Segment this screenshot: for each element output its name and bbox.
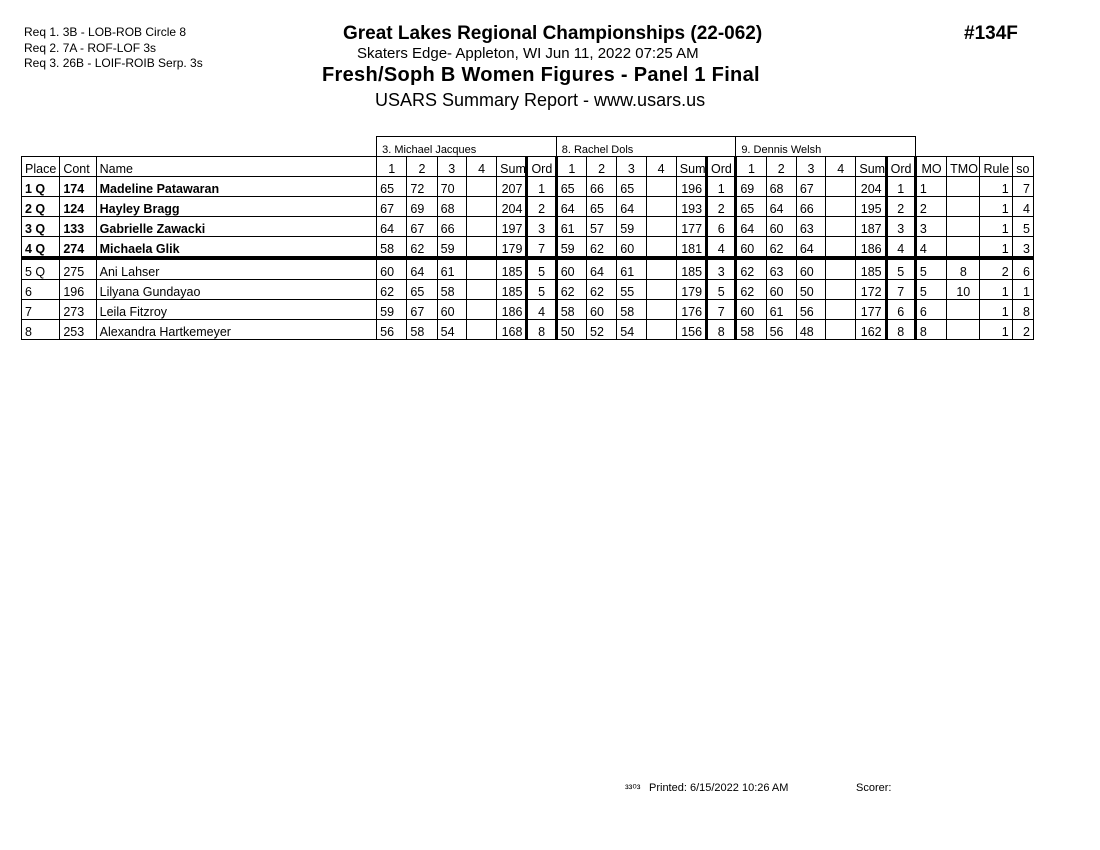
name-cell: Gabrielle Zawacki <box>96 217 376 237</box>
mark-cell: 61 <box>437 258 466 280</box>
mark-cell <box>826 197 856 217</box>
mark-cell <box>466 280 496 300</box>
requirement-2: Req 2. 7A - ROF-LOF 3s <box>24 40 157 55</box>
mark-cell: 66 <box>587 177 617 197</box>
mark-cell <box>646 217 676 237</box>
so-cell: 6 <box>1012 258 1033 280</box>
place-cell: 8 <box>22 320 60 340</box>
judge-header-row <box>22 137 1034 157</box>
mark-cell: 59 <box>437 237 466 259</box>
mark-cell: 63 <box>766 258 796 280</box>
mark-cell <box>826 237 856 259</box>
mark-cell: 58 <box>556 300 586 320</box>
sum-cell: 156 <box>676 320 706 340</box>
mo-cell: 5 <box>915 258 946 280</box>
table-row <box>22 237 1034 259</box>
mo-cell: 6 <box>915 300 946 320</box>
name-cell: Lilyana Gundayao <box>96 280 376 300</box>
mark-cell: 58 <box>437 280 466 300</box>
ord-cell: 3 <box>527 217 556 237</box>
tmo-cell <box>947 300 980 320</box>
mark-cell: 57 <box>587 217 617 237</box>
cont-cell: 273 <box>60 300 96 320</box>
mark-cell: 58 <box>617 300 646 320</box>
mark-cell: 54 <box>437 320 466 340</box>
sum-cell: 185 <box>856 258 886 280</box>
ord-cell: 1 <box>707 177 736 197</box>
col-sum: Sum <box>676 157 706 177</box>
mark-cell: 62 <box>587 280 617 300</box>
mark-cell <box>826 320 856 340</box>
cont-cell: 196 <box>60 280 96 300</box>
mo-cell: 4 <box>915 237 946 259</box>
mark-cell: 64 <box>766 197 796 217</box>
mark-cell: 60 <box>587 300 617 320</box>
mo-cell: 5 <box>915 280 946 300</box>
mark-cell: 65 <box>736 197 766 217</box>
mark-cell <box>826 258 856 280</box>
mark-cell: 60 <box>766 217 796 237</box>
mo-cell: 3 <box>915 217 946 237</box>
col-mo: MO <box>915 157 946 177</box>
mark-cell: 64 <box>796 237 825 259</box>
mark-cell: 60 <box>617 237 646 259</box>
mark-cell <box>826 280 856 300</box>
judge-2-name: 8. Rachel Dols <box>556 137 736 157</box>
sum-cell: 168 <box>497 320 527 340</box>
scorer-label: Scorer: <box>856 782 892 794</box>
mo-cell: 1 <box>915 177 946 197</box>
mark-cell: 64 <box>407 258 437 280</box>
table-row <box>22 177 1034 197</box>
mark-cell: 54 <box>617 320 646 340</box>
name-cell: Alexandra Hartkemeyer <box>96 320 376 340</box>
mark-cell: 67 <box>796 177 825 197</box>
ord-cell: 3 <box>707 258 736 280</box>
cont-cell: 174 <box>60 177 96 197</box>
place-cell: 1 Q <box>22 177 60 197</box>
rule-cell: 2 <box>980 258 1012 280</box>
ord-cell: 7 <box>527 237 556 259</box>
mark-cell: 58 <box>736 320 766 340</box>
ord-cell: 4 <box>886 237 915 259</box>
name-cell: Hayley Bragg <box>96 197 376 217</box>
mark-cell: 64 <box>736 217 766 237</box>
mark-cell: 69 <box>736 177 766 197</box>
col-place: Place <box>22 157 60 177</box>
rule-cell: 1 <box>980 177 1012 197</box>
requirements-list <box>24 25 203 72</box>
col-mark-2: 2 <box>766 157 796 177</box>
cont-cell: 274 <box>60 237 96 259</box>
ord-cell: 5 <box>527 258 556 280</box>
requirement-1: Req 1. 3B - LOB-ROB Circle 8 <box>24 25 187 39</box>
mark-cell: 66 <box>796 197 825 217</box>
mark-cell: 64 <box>377 217 407 237</box>
mark-cell: 65 <box>587 197 617 217</box>
so-cell: 8 <box>1012 300 1033 320</box>
sum-cell: 172 <box>856 280 886 300</box>
table-row <box>22 300 1034 320</box>
col-mark-3: 3 <box>617 157 646 177</box>
mark-cell: 60 <box>736 237 766 259</box>
mark-cell: 69 <box>407 197 437 217</box>
mark-cell: 60 <box>796 258 825 280</box>
mark-cell <box>466 197 496 217</box>
mark-cell: 55 <box>617 280 646 300</box>
mark-cell: 67 <box>407 217 437 237</box>
sum-cell: 193 <box>676 197 706 217</box>
mark-cell: 62 <box>736 280 766 300</box>
sum-cell: 179 <box>676 280 706 300</box>
col-mark-2: 2 <box>587 157 617 177</box>
ord-cell: 8 <box>886 320 915 340</box>
sum-cell: 197 <box>497 217 527 237</box>
tmo-cell <box>947 320 980 340</box>
rule-cell: 1 <box>980 217 1012 237</box>
cont-cell: 253 <box>60 320 96 340</box>
sum-cell: 186 <box>497 300 527 320</box>
so-cell: 2 <box>1012 320 1033 340</box>
mark-cell: 61 <box>766 300 796 320</box>
competition-title: Great Lakes Regional Championships (22-062) <box>343 23 763 44</box>
sum-cell: 179 <box>497 237 527 259</box>
mark-cell: 65 <box>377 177 407 197</box>
col-mark-1: 1 <box>736 157 766 177</box>
mark-cell: 65 <box>617 177 646 197</box>
place-cell: 7 <box>22 300 60 320</box>
place-cell: 3 Q <box>22 217 60 237</box>
tmo-cell <box>947 217 980 237</box>
ord-cell: 5 <box>527 280 556 300</box>
sum-cell: 176 <box>676 300 706 320</box>
mark-cell: 50 <box>796 280 825 300</box>
name-cell: Leila Fitzroy <box>96 300 376 320</box>
mark-cell: 58 <box>407 320 437 340</box>
mark-cell <box>466 320 496 340</box>
mark-cell: 58 <box>377 237 407 259</box>
mark-cell: 68 <box>766 177 796 197</box>
table-row <box>22 280 1034 300</box>
mark-cell: 62 <box>377 280 407 300</box>
tmo-cell: 10 <box>947 280 980 300</box>
col-rule: Rule <box>980 157 1012 177</box>
ord-cell: 4 <box>527 300 556 320</box>
ord-cell: 6 <box>707 217 736 237</box>
event-number: #134F <box>964 23 1018 44</box>
mark-cell: 56 <box>766 320 796 340</box>
column-header-row <box>22 157 1034 177</box>
col-mark-4: 4 <box>466 157 496 177</box>
mark-cell: 70 <box>437 177 466 197</box>
place-cell: 6 <box>22 280 60 300</box>
event-title: Fresh/Soph B Women Figures - Panel 1 Final <box>322 64 760 86</box>
mark-cell: 61 <box>556 217 586 237</box>
mark-cell <box>826 177 856 197</box>
mark-cell: 56 <box>377 320 407 340</box>
sum-cell: 195 <box>856 197 886 217</box>
mark-cell: 62 <box>766 237 796 259</box>
mark-cell: 59 <box>556 237 586 259</box>
mark-cell <box>646 300 676 320</box>
rule-cell: 1 <box>980 300 1012 320</box>
requirement-3: Req 3. 26B - LOIF-ROIB Serp. 3s <box>24 56 203 70</box>
mark-cell: 56 <box>796 300 825 320</box>
report-code: ³³⁰³ <box>625 783 641 795</box>
mark-cell: 50 <box>556 320 586 340</box>
sum-cell: 187 <box>856 217 886 237</box>
sum-cell: 186 <box>856 237 886 259</box>
col-ord: Ord <box>527 157 556 177</box>
mo-cell: 2 <box>915 197 946 217</box>
mark-cell <box>466 300 496 320</box>
name-cell: Madeline Patawaran <box>96 177 376 197</box>
col-mark-1: 1 <box>377 157 407 177</box>
ord-cell: 2 <box>527 197 556 217</box>
table-row <box>22 320 1034 340</box>
judge-3-name: 9. Dennis Welsh <box>736 137 916 157</box>
rule-cell: 1 <box>980 320 1012 340</box>
mark-cell <box>646 197 676 217</box>
printed-timestamp: Printed: 6/15/2022 10:26 AM <box>649 782 789 794</box>
ord-cell: 8 <box>707 320 736 340</box>
ord-cell: 7 <box>707 300 736 320</box>
ord-cell: 5 <box>707 280 736 300</box>
sum-cell: 185 <box>497 280 527 300</box>
so-cell: 1 <box>1012 280 1033 300</box>
col-mark-4: 4 <box>646 157 676 177</box>
so-cell: 4 <box>1012 197 1033 217</box>
sum-cell: 162 <box>856 320 886 340</box>
col-tmo: TMO <box>947 157 980 177</box>
mark-cell: 60 <box>437 300 466 320</box>
sum-cell: 204 <box>856 177 886 197</box>
mark-cell: 52 <box>587 320 617 340</box>
mark-cell: 60 <box>556 258 586 280</box>
tmo-cell <box>947 177 980 197</box>
col-mark-1: 1 <box>556 157 586 177</box>
mark-cell: 66 <box>437 217 466 237</box>
place-cell: 5 Q <box>22 258 60 280</box>
mark-cell: 65 <box>556 177 586 197</box>
ord-cell: 2 <box>707 197 736 217</box>
cont-cell: 275 <box>60 258 96 280</box>
rule-cell: 1 <box>980 237 1012 259</box>
ord-cell: 1 <box>886 177 915 197</box>
mark-cell: 68 <box>437 197 466 217</box>
sum-cell: 196 <box>676 177 706 197</box>
sum-cell: 177 <box>856 300 886 320</box>
name-cell: Ani Lahser <box>96 258 376 280</box>
mark-cell: 59 <box>377 300 407 320</box>
mark-cell: 60 <box>736 300 766 320</box>
mark-cell: 63 <box>796 217 825 237</box>
col-mark-3: 3 <box>437 157 466 177</box>
mark-cell <box>826 217 856 237</box>
tmo-cell <box>947 197 980 217</box>
col-ord: Ord <box>707 157 736 177</box>
mark-cell: 62 <box>736 258 766 280</box>
mark-cell: 64 <box>587 258 617 280</box>
sum-cell: 185 <box>497 258 527 280</box>
mark-cell: 62 <box>587 237 617 259</box>
tmo-cell <box>947 237 980 259</box>
place-cell: 4 Q <box>22 237 60 259</box>
mark-cell <box>466 237 496 259</box>
mark-cell <box>646 237 676 259</box>
judge-1-name: 3. Michael Jacques <box>377 137 557 157</box>
cont-cell: 133 <box>60 217 96 237</box>
so-cell: 3 <box>1012 237 1033 259</box>
name-cell: Michaela Glik <box>96 237 376 259</box>
col-mark-2: 2 <box>407 157 437 177</box>
cont-cell: 124 <box>60 197 96 217</box>
table-row <box>22 197 1034 217</box>
table-row <box>22 258 1034 280</box>
venue-date: Skaters Edge- Appleton, WI Jun 11, 2022 07:25 AM <box>357 45 699 62</box>
col-ord: Ord <box>886 157 915 177</box>
mark-cell: 62 <box>407 237 437 259</box>
mark-cell <box>646 320 676 340</box>
ord-cell: 8 <box>527 320 556 340</box>
results-body <box>22 137 1034 340</box>
col-mark-4: 4 <box>826 157 856 177</box>
mark-cell: 64 <box>617 197 646 217</box>
ord-cell: 1 <box>527 177 556 197</box>
ord-cell: 7 <box>886 280 915 300</box>
sum-cell: 204 <box>497 197 527 217</box>
ord-cell: 5 <box>886 258 915 280</box>
ord-cell: 6 <box>886 300 915 320</box>
so-cell: 5 <box>1012 217 1033 237</box>
mark-cell: 61 <box>617 258 646 280</box>
mo-cell: 8 <box>915 320 946 340</box>
ord-cell: 2 <box>886 197 915 217</box>
ord-cell: 3 <box>886 217 915 237</box>
place-cell: 2 Q <box>22 197 60 217</box>
mark-cell <box>646 280 676 300</box>
mark-cell <box>646 258 676 280</box>
sum-cell: 177 <box>676 217 706 237</box>
mark-cell: 67 <box>407 300 437 320</box>
rule-cell: 1 <box>980 280 1012 300</box>
col-sum: Sum <box>497 157 527 177</box>
mark-cell <box>466 177 496 197</box>
mark-cell <box>646 177 676 197</box>
mark-cell: 64 <box>556 197 586 217</box>
so-cell: 7 <box>1012 177 1033 197</box>
col-mark-3: 3 <box>796 157 825 177</box>
mark-cell <box>466 217 496 237</box>
mark-cell <box>466 258 496 280</box>
ord-cell: 4 <box>707 237 736 259</box>
table-row <box>22 217 1034 237</box>
mark-cell: 67 <box>377 197 407 217</box>
mark-cell: 48 <box>796 320 825 340</box>
results-table <box>21 136 1034 340</box>
mark-cell: 65 <box>407 280 437 300</box>
sum-cell: 207 <box>497 177 527 197</box>
sum-cell: 181 <box>676 237 706 259</box>
sum-cell: 185 <box>676 258 706 280</box>
tmo-cell: 8 <box>947 258 980 280</box>
col-name: Name <box>96 157 376 177</box>
mark-cell: 72 <box>407 177 437 197</box>
col-so: so <box>1012 157 1033 177</box>
mark-cell: 60 <box>766 280 796 300</box>
mark-cell: 60 <box>377 258 407 280</box>
report-title: USARS Summary Report - www.usars.us <box>375 90 706 110</box>
mark-cell: 59 <box>617 217 646 237</box>
mark-cell: 62 <box>556 280 586 300</box>
rule-cell: 1 <box>980 197 1012 217</box>
mark-cell <box>826 300 856 320</box>
col-sum: Sum <box>856 157 886 177</box>
col-cont: Cont <box>60 157 96 177</box>
